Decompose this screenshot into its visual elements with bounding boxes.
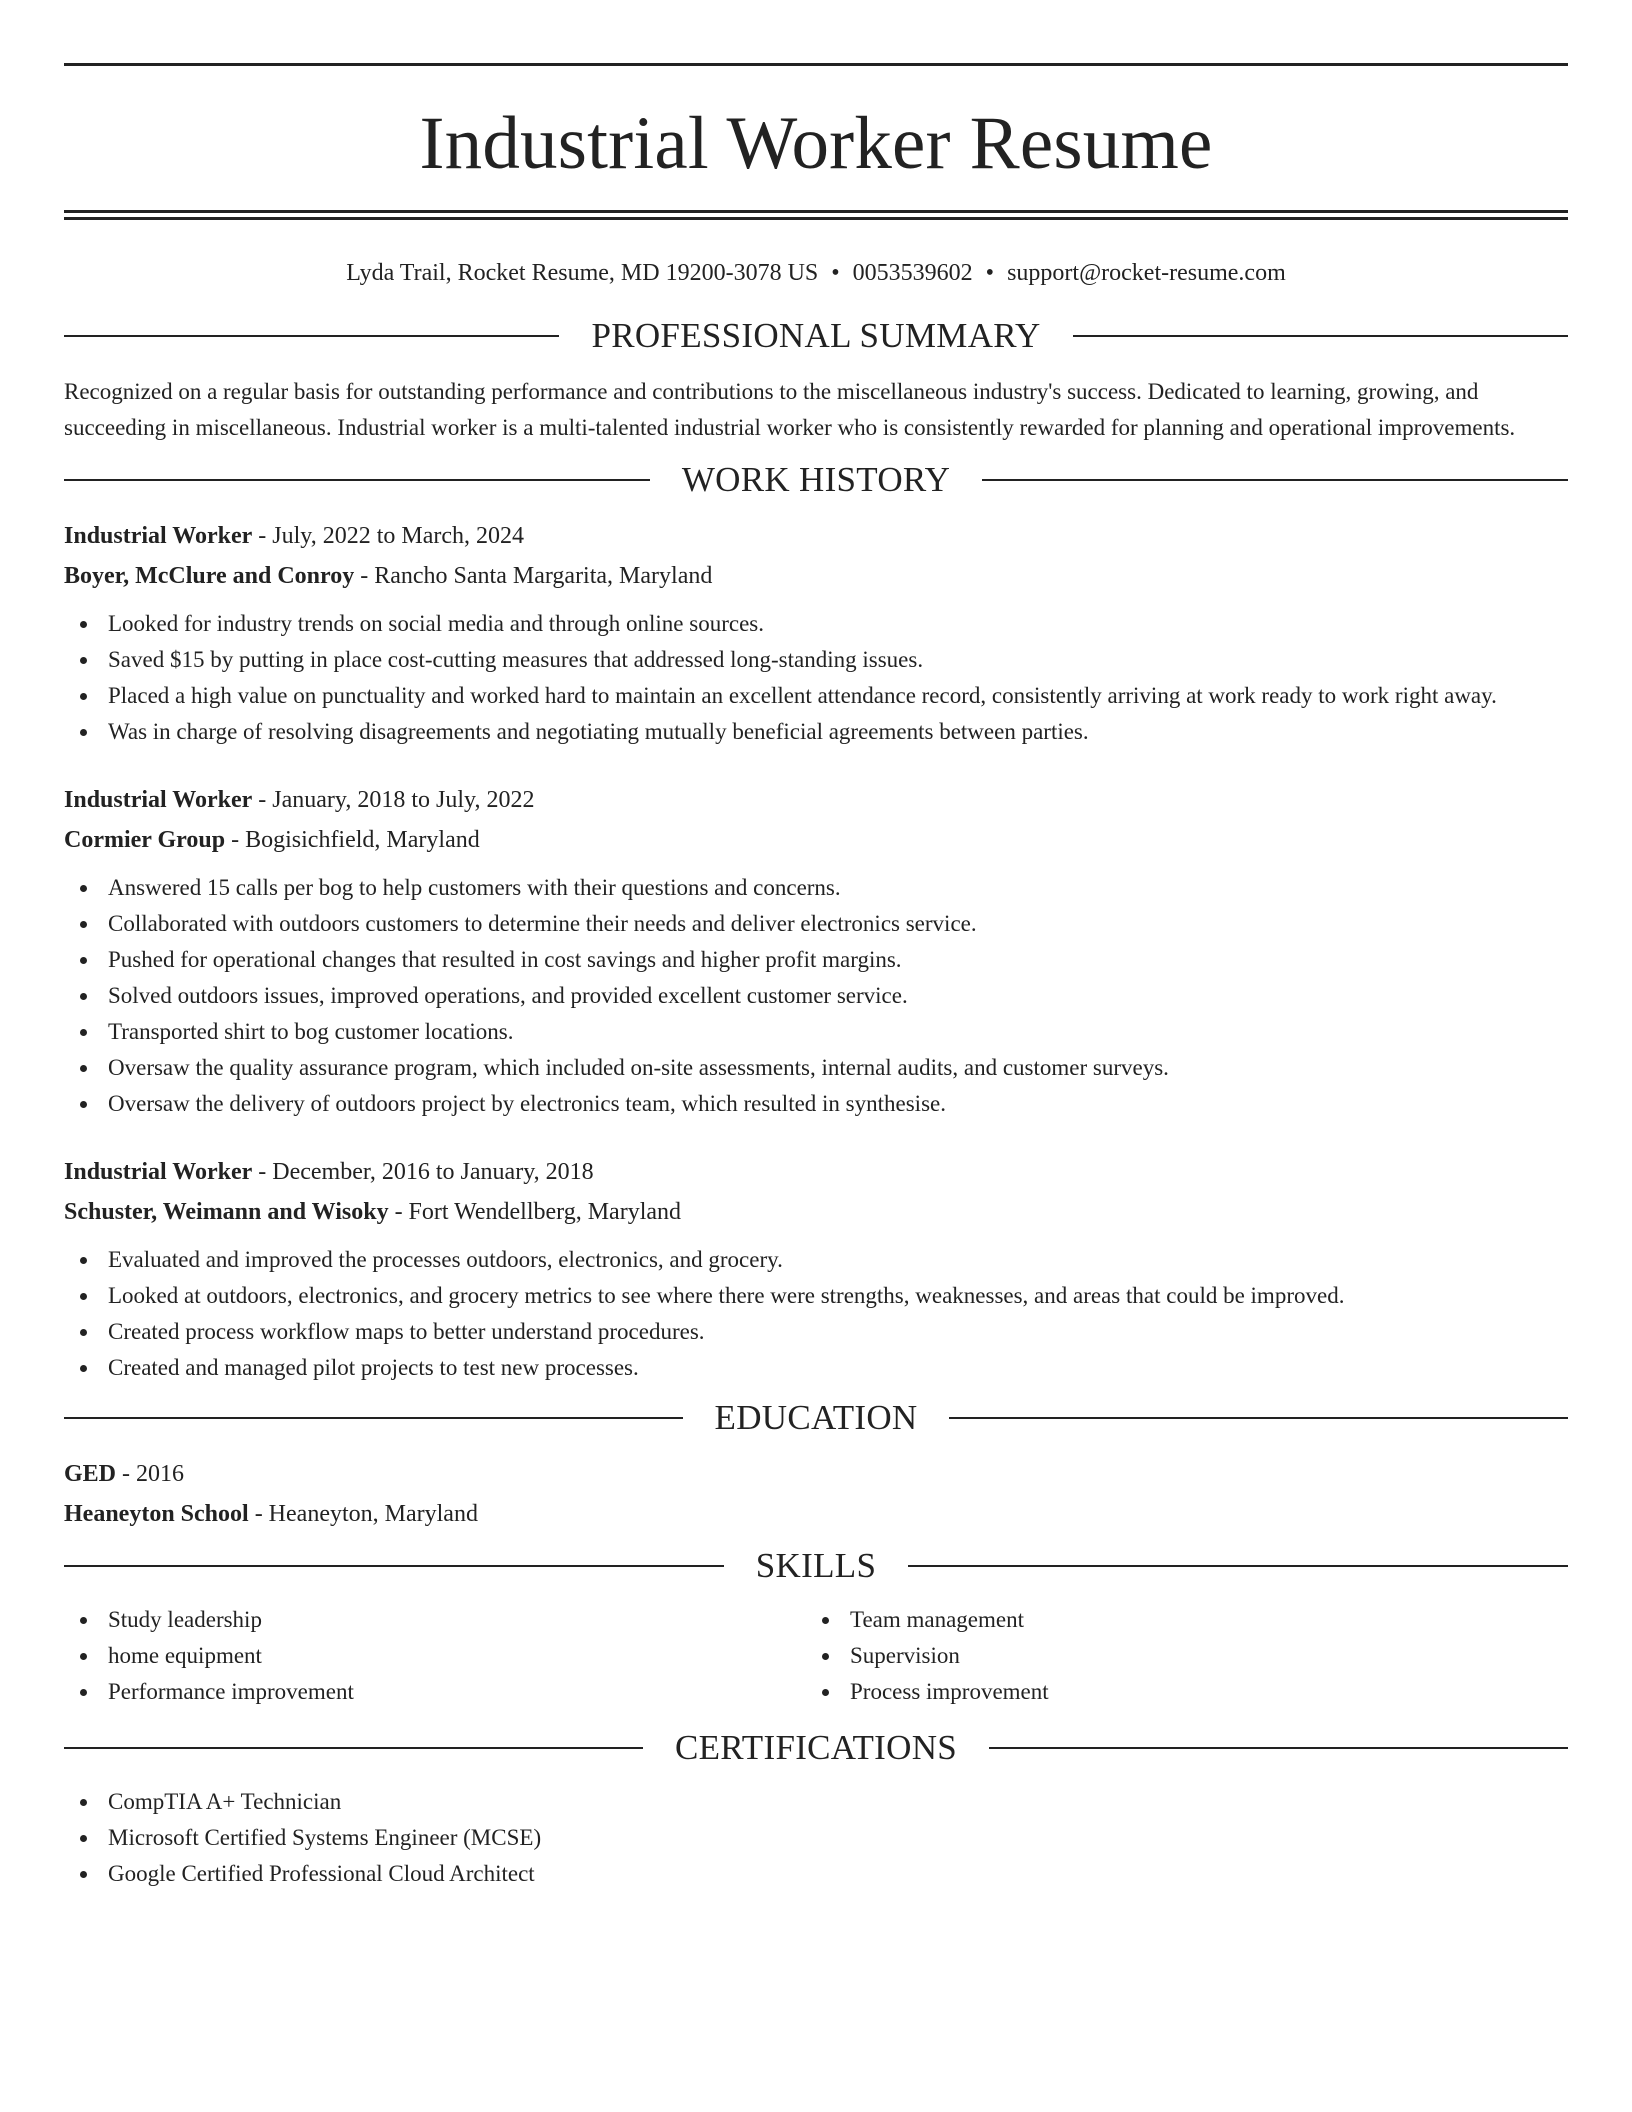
job-bullet: Collaborated with outdoors customers to determine their needs and deliver electronics service. (64, 906, 1568, 942)
job-bullet: Transported shirt to bog customer locations. (64, 1014, 1568, 1050)
skill-item: Supervision (806, 1638, 1548, 1674)
title-double-rule (64, 210, 1568, 220)
certifications-section-header (64, 1726, 1568, 1770)
work-section-header (64, 458, 1568, 502)
divider-line (982, 479, 1568, 481)
job-bullet: Placed a high value on punctuality and worked hard to maintain an excellent attendance record, consistently arriving at work ready to work right away. (64, 678, 1568, 714)
resume-title: Industrial Worker Resume (419, 102, 1213, 185)
job-bullet: Oversaw the delivery of outdoors project by electronics team, which resulted in synthesise. (64, 1086, 1568, 1122)
education-degree-line (64, 1454, 1568, 1494)
job-bullet: Evaluated and improved the processes outdoors, electronics, and grocery. (64, 1242, 1568, 1278)
summary-heading: PROFESSIONAL SUMMARY (591, 316, 1041, 355)
job-bullet: Created and managed pilot projects to test new processes. (64, 1350, 1568, 1386)
certification-item: CompTIA A+ Technician (64, 1784, 1568, 1820)
job-company: Boyer, McClure and Conroy (64, 563, 355, 589)
certifications-list (64, 1784, 1568, 1892)
divider-line (64, 479, 650, 481)
summary-text: Recognized on a regular basis for outstanding performance and contributions to the miscellaneous industry's success. Dedicated to learning, growing, and succeeding in miscellaneous. Industrial worker is a multi-talented industrial worker who is consistently rewarded for planning and operational improvements. (64, 379, 1516, 440)
divider-line (64, 1417, 683, 1419)
divider-line (1073, 335, 1568, 337)
skill-item: Study leadership (64, 1602, 806, 1638)
certification-item: Google Certified Professional Cloud Architect (64, 1856, 1568, 1892)
job-bullets (64, 606, 1568, 750)
summary-section-header (64, 314, 1568, 358)
contact-separator: • (831, 260, 840, 286)
education-entry (64, 1454, 1568, 1534)
job-location: - Rancho Santa Margarita, Maryland (354, 563, 713, 589)
job-bullet: Looked at outdoors, electronics, and grocery metrics to see where there were strengths, weaknesses, and areas that could be improved. (64, 1278, 1568, 1314)
job-dates: - July, 2022 to March, 2024 (252, 523, 524, 549)
job-location: - Fort Wendellberg, Maryland (388, 1199, 682, 1225)
education-heading: EDUCATION (714, 1398, 918, 1437)
education-location: - Heaneyton, Maryland (248, 1501, 478, 1527)
job-bullets (64, 1242, 1568, 1386)
resume-page (64, 0, 1568, 1892)
job-title: Industrial Worker (64, 523, 253, 549)
skill-item: Team management (806, 1602, 1548, 1638)
contact-address: Lyda Trail, Rocket Resume, MD 19200-3078 US (346, 260, 819, 286)
job-dates: - December, 2016 to January, 2018 (252, 1159, 594, 1185)
skill-item: Process improvement (806, 1674, 1548, 1710)
education-school: Heaneyton School (64, 1501, 249, 1527)
divider-line (64, 1565, 724, 1567)
certifications-heading: CERTIFICATIONS (674, 1728, 958, 1767)
skills-list-left (64, 1602, 806, 1710)
job-entry (64, 1152, 1568, 1386)
job-bullet: Saved $15 by putting in place cost-cutting measures that addressed long-standing issues. (64, 642, 1568, 678)
job-bullet: Created process workflow maps to better understand procedures. (64, 1314, 1568, 1350)
education-section-header (64, 1396, 1568, 1440)
job-location: - Bogisichfield, Maryland (225, 827, 480, 853)
job-dates: - January, 2018 to July, 2022 (252, 787, 535, 813)
job-title: Industrial Worker (64, 787, 253, 813)
skills-grid (64, 1602, 1568, 1710)
skill-item: Performance improvement (64, 1674, 806, 1710)
contact-email: support@rocket-resume.com (1007, 260, 1286, 286)
job-company-line (64, 820, 1568, 860)
job-entry (64, 780, 1568, 1122)
contact-phone: 0053539602 (852, 260, 973, 286)
job-bullet: Oversaw the quality assurance program, which included on-site assessments, internal audits, and customer surveys. (64, 1050, 1568, 1086)
divider-line (64, 1747, 643, 1749)
job-bullet: Looked for industry trends on social media and through online sources. (64, 606, 1568, 642)
job-bullet: Solved outdoors issues, improved operations, and provided excellent customer service. (64, 978, 1568, 1014)
skills-heading: SKILLS (755, 1546, 877, 1585)
job-company-line (64, 556, 1568, 596)
divider-line (989, 1747, 1568, 1749)
job-bullet: Pushed for operational changes that resulted in cost savings and higher profit margins. (64, 942, 1568, 978)
job-entry (64, 516, 1568, 750)
contact-line (64, 258, 1568, 288)
job-company-line (64, 1192, 1568, 1232)
skill-item: home equipment (64, 1638, 806, 1674)
job-title-line (64, 516, 1568, 556)
divider-line (908, 1565, 1568, 1567)
divider-line (949, 1417, 1568, 1419)
certification-item: Microsoft Certified Systems Engineer (MCSE) (64, 1820, 1568, 1856)
education-year: - 2016 (116, 1461, 185, 1487)
job-title-line (64, 1152, 1568, 1192)
job-title: Industrial Worker (64, 1159, 253, 1185)
job-bullet: Answered 15 calls per bog to help customers with their questions and concerns. (64, 870, 1568, 906)
education-school-line (64, 1494, 1568, 1534)
divider-line (64, 335, 559, 337)
contact-separator: • (985, 260, 995, 286)
job-company: Cormier Group (64, 827, 226, 853)
job-title-line (64, 780, 1568, 820)
job-bullets (64, 870, 1568, 1122)
job-bullet: Was in charge of resolving disagreements and negotiating mutually beneficial agreements between parties. (64, 714, 1568, 750)
skills-list-right (806, 1602, 1548, 1710)
education-degree: GED (64, 1461, 117, 1487)
top-rule (64, 63, 1568, 66)
skills-section-header (64, 1544, 1568, 1588)
work-heading: WORK HISTORY (681, 460, 951, 499)
job-company: Schuster, Weimann and Wisoky (64, 1199, 389, 1225)
